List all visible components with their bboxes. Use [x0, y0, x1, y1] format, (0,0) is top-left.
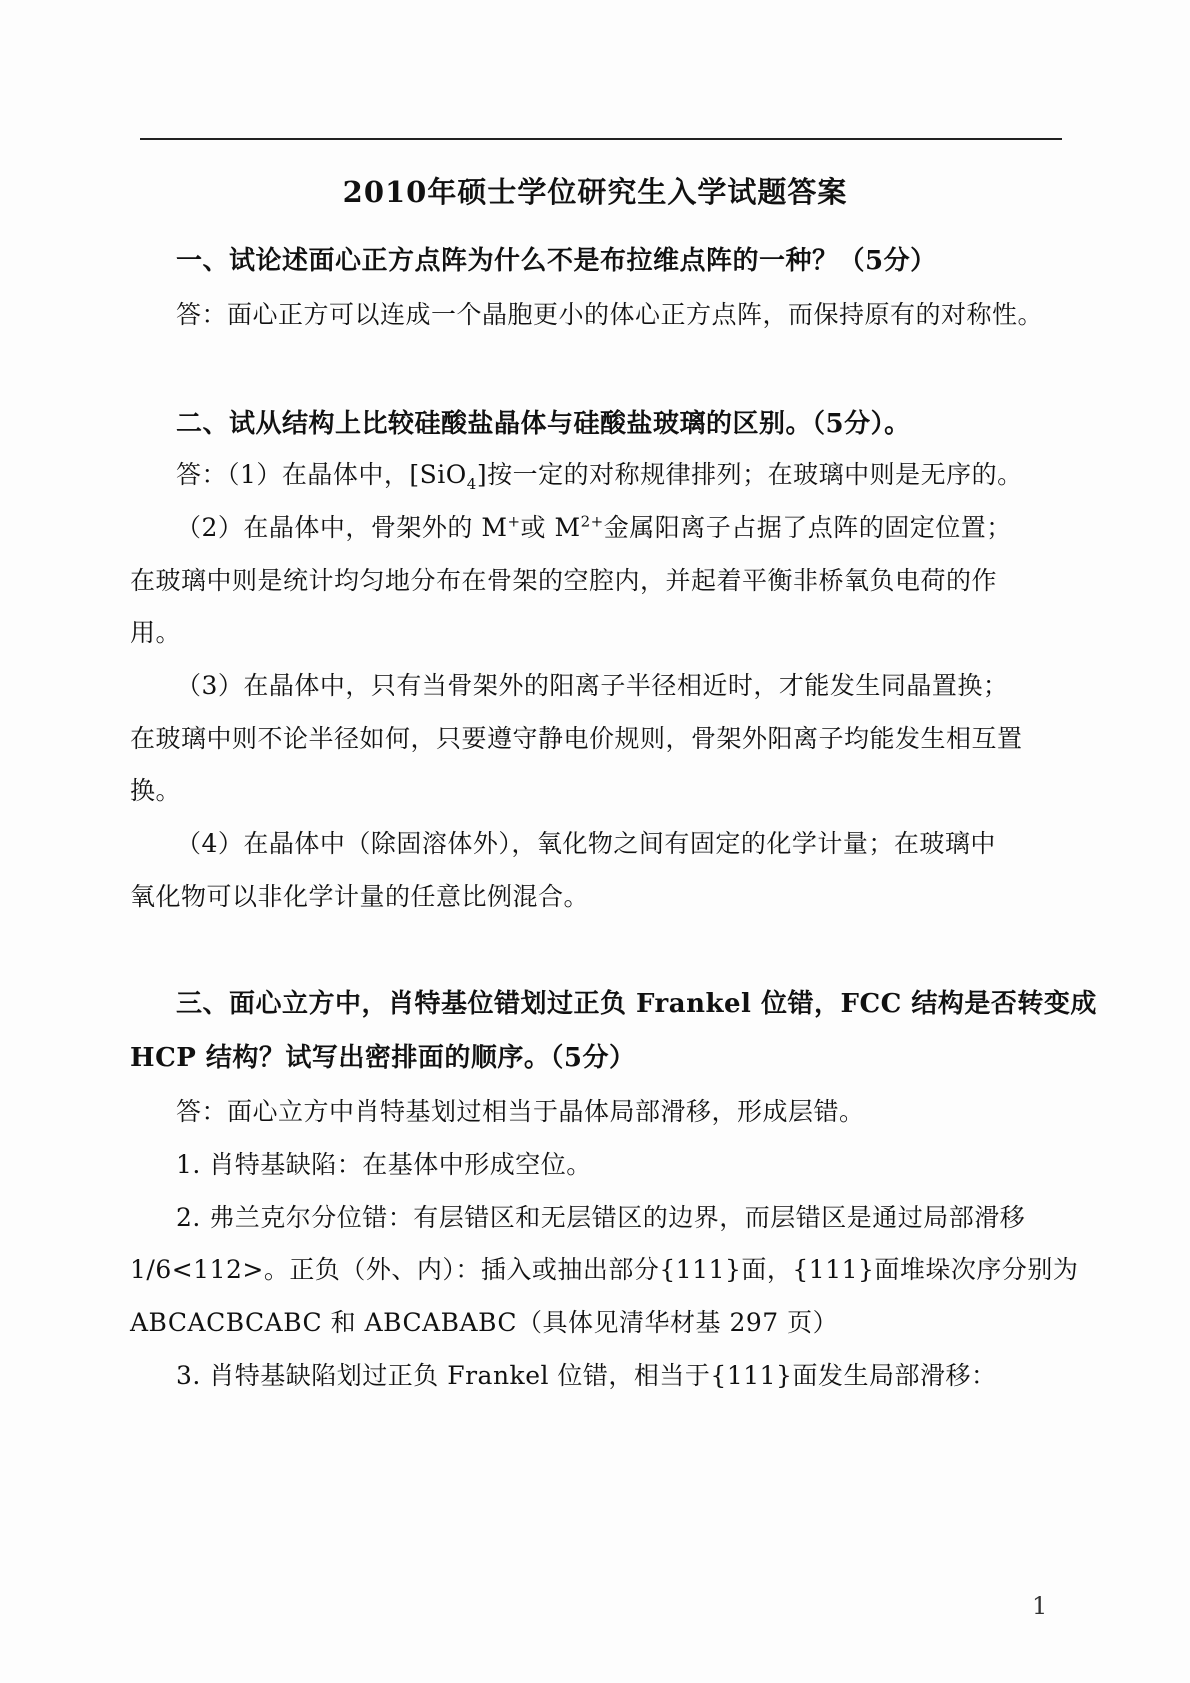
q2-answer-1-sub: 4: [466, 475, 477, 493]
q2-answer-3-line2: 在玻璃中则不论半径如何，只要遵守静电价规则，骨架外阳离子均能发生相互置: [130, 724, 1023, 753]
q2-answer-1-b: ]按一定的对称规律排列；在玻璃中则是无序的。: [476, 460, 1023, 489]
q3-heading-line1: 三、面心立方中，肖特基位错划过正负 Frankel 位错，FCC 结构是否转变成: [176, 989, 1097, 1019]
q3-item-3: 3. 肖特基缺陷划过正负 Frankel 位错，相当于{111}面发生局部滑移：: [176, 1361, 997, 1390]
q2-answer-3-line3: 换。: [130, 776, 182, 805]
q2-answer-2-b: 或 M: [520, 513, 581, 542]
q1-heading: 一、试论述面心正方点阵为什么不是布拉维点阵的一种？（5分）: [176, 246, 937, 276]
q2-heading: 二、试从结构上比较硅酸盐晶体与硅酸盐玻璃的区别。（5分）。: [176, 409, 911, 439]
q2-answer-2-sup2: 2+: [580, 512, 604, 531]
q2-answer-2-c: 金属阳离子占据了点阵的固定位置；: [603, 513, 1012, 542]
q2-answer-2-line1: [176, 508, 1012, 544]
q3-item-2-line1: 2. 弗兰克尔分位错：有层错区和无层错区的边界，而层错区是通过局部滑移: [176, 1203, 1026, 1232]
header-rule: [140, 138, 1062, 140]
q3-answer: 答：面心立方中肖特基划过相当于晶体局部滑移，形成层错。: [176, 1097, 865, 1126]
q2-answer-1: [176, 455, 1023, 491]
q2-answer-2-line3: 用。: [130, 618, 182, 647]
q3-item-1: 1. 肖特基缺陷：在基体中形成空位。: [176, 1150, 592, 1179]
q2-answer-3-line1: （3）在晶体中，只有当骨架外的阳离子半径相近时，才能发生同晶置换；: [176, 671, 1009, 700]
q2-answer-4-line2: 氧化物可以非化学计量的任意比例混合。: [130, 882, 590, 911]
q3-item-2-line3: ABCACBCABC 和 ABCABABC（具体见清华材基 297 页）: [130, 1308, 839, 1337]
page-number: 1: [1032, 1592, 1048, 1620]
q3-item-2-line2: 1/6<112>。正负（外、内）：插入或抽出部分{111}面，{111}面堆垛次序分别为: [130, 1255, 1079, 1284]
q2-answer-4-line1: （4）在晶体中（除固溶体外），氧化物之间有固定的化学计量；在玻璃中: [176, 829, 996, 858]
q3-heading-line2: HCP 结构？试写出密排面的顺序。（5分）: [130, 1043, 636, 1073]
q2-answer-2-line2: 在玻璃中则是统计均匀地分布在骨架的空腔内，并起着平衡非桥氧负电荷的作: [130, 566, 998, 595]
q1-answer: 答：面心正方可以连成一个晶胞更小的体心正方点阵，而保持原有的对称性。: [176, 300, 1044, 329]
q2-answer-2-sup1: +: [507, 512, 521, 531]
q2-answer-1-a: 答：（1）在晶体中，[SiO: [176, 460, 467, 489]
q2-answer-2-a: （2）在晶体中，骨架外的 M: [176, 513, 508, 542]
document-title: 2010年硕士学位研究生入学试题答案: [342, 175, 848, 209]
